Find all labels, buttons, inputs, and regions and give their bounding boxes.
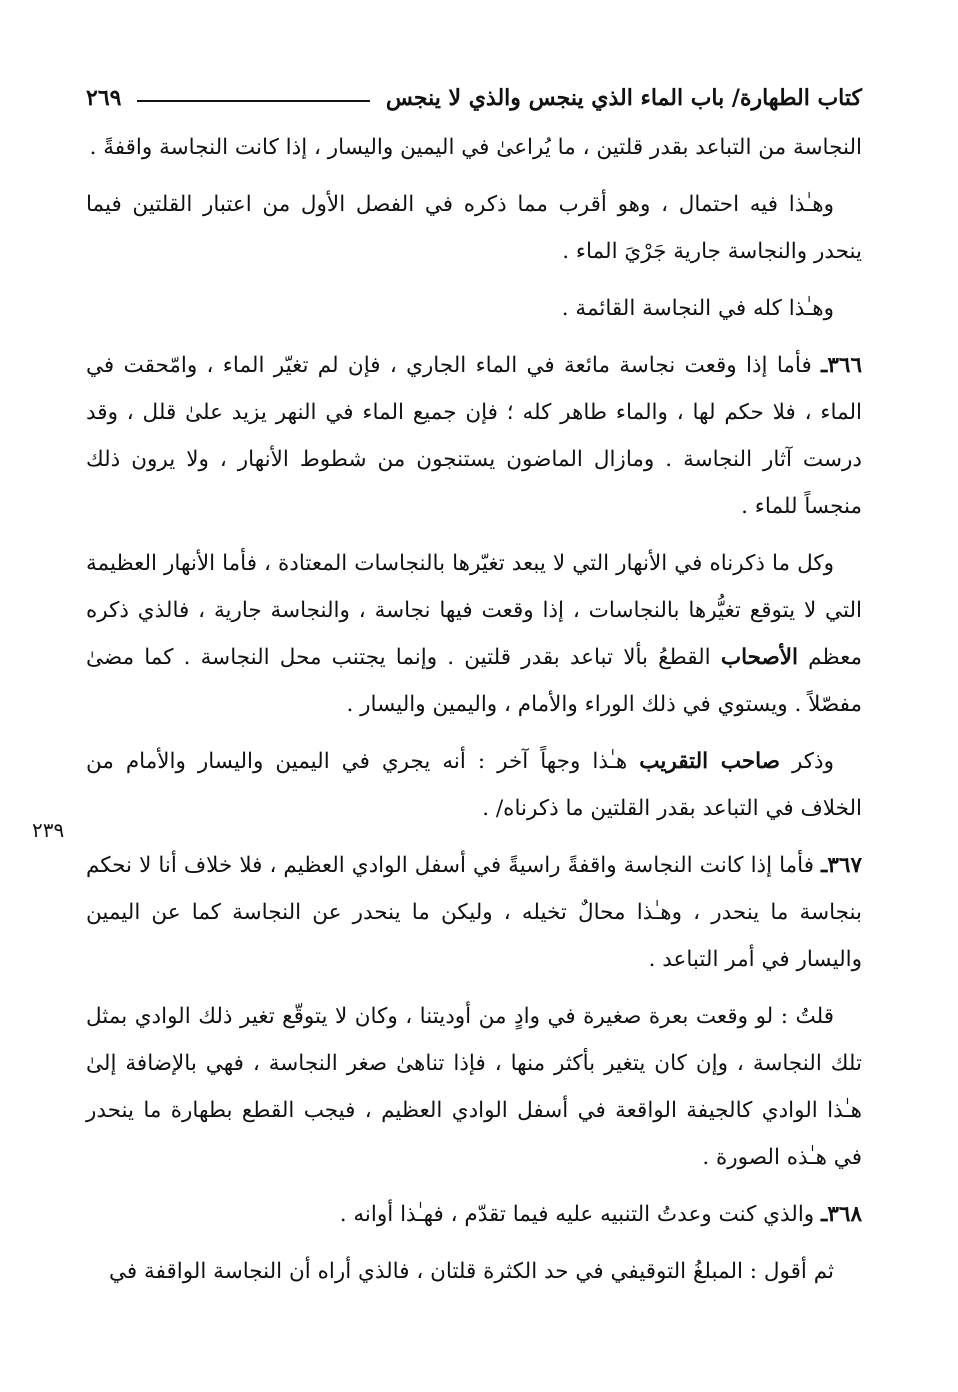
section-number: ٣٦٦ـ [821, 353, 862, 378]
bold-term: صاحب التقريب [639, 749, 780, 774]
paragraph-text: وكل ما ذكرناه في الأنهار التي لا يبعد تغيّرها بالنجاسات المعتادة ، فأما الأنهار العظيمة التي لا يتوقع تغيُّرها بالنجاسات ، إذا وقعت فيها نجاسة ، والنجاسة جارية ، فالذي ذكره معظم [86, 551, 863, 670]
paragraph-1 [86, 124, 862, 171]
margin-page-reference: ٢٣٩ [32, 818, 65, 842]
paragraph-3 [86, 285, 862, 332]
paragraph-10 [86, 1248, 862, 1295]
paragraph-text-cont: القطعُ بألا تباعد بقدر قلتين . وإنما يجتنب محل النجاسة . كما مضىٰ مفصّلاً . ويستوي في ذلك الوراء والأمام ، واليمين واليسار . [86, 645, 862, 717]
paragraph-367 [86, 842, 862, 983]
paragraph-text: فأما إذا كانت النجاسة واقفةً راسيةً في أسفل الوادي العظيم ، فلا خلاف أنا لا نحكم بنجاسة ما ينحدر ، وهـٰذا محالٌ تخيله ، وليكن ما ينحدر عن النجاسة كما عن اليمين واليسار في أمر التباعد . [86, 853, 862, 972]
paragraph-text: قلتُ : لو وقعت بعرة صغيرة في وادٍ من أوديتنا ، وكان لا يتوقّع تغير ذلك الوادي بمثل تلك النجاسة ، وإن كان يتغير بأكثر منها ، فإذا تناهىٰ صغر النجاسة ، فهي بالإضافة إلىٰ هـٰذا الوادي كالجيفة الواقعة في أسفل الوادي العظيم ، فيجب القطع بطهارة ما ينحدر في هـٰذه الصورة . [86, 1004, 862, 1170]
paragraph-text: والذي كنت وعدتُ التنبيه عليه فيما تقدّم ، فهـٰذا أوانه . [339, 1202, 822, 1227]
paragraph-text: وهـٰذا كله في النجاسة القائمة . [561, 296, 834, 321]
header-title: كتاب الطهارة/ باب الماء الذي ينجس والذي لا ينجس [385, 85, 862, 111]
paragraph-8 [86, 993, 862, 1181]
bold-term: الأصحاب [720, 645, 798, 670]
section-number: ٣٦٧ـ [821, 853, 862, 878]
running-header [86, 78, 862, 118]
paragraph-text: وهـٰذا فيه احتمال ، وهو أقرب مما ذكره في الفصل الأول من اعتبار القلتين فيما ينحدر والنجاسة جارية جَرْيَ الماء . [86, 192, 862, 264]
paragraph-text-cont: هـٰذا وجهاً آخر : أنه يجري في اليمين واليسار والأمام من الخلاف في التباعد بقدر القلتين ما ذكرناه/ . [86, 749, 862, 821]
paragraph-6 [86, 738, 862, 832]
paragraph-366 [86, 342, 862, 530]
section-number: ٣٦٨ـ [821, 1202, 862, 1227]
body-text [86, 124, 862, 1305]
paragraph-text: فأما إذا وقعت نجاسة مائعة في الماء الجاري ، فإن لم تغيّر الماء ، وامّحقت في الماء ، فلا حكم لها ، والماء طاهر كله ؛ فإن جميع الماء في النهر يزيد علىٰ قلل ، وقد درست آثار النجاسة . ومازال الماضون يستنجون من شطوط الأنهار ، ولا يرون ذلك منجساً للماء . [86, 353, 862, 519]
paragraph-368 [86, 1191, 862, 1238]
paragraph-text: ثم أقول : المبلغُ التوقيفي في حد الكثرة قلتان ، فالذي أراه أن النجاسة الواقفة في [109, 1259, 834, 1284]
page-number: ٢٦٩ [86, 85, 122, 111]
paragraph-2 [86, 181, 862, 275]
paragraph-text: النجاسة من التباعد بقدر قلتين ، ما يُراعىٰ في اليمين واليسار ، إذا كانت النجاسة واقفةً . [89, 135, 862, 160]
paragraph-5 [86, 540, 862, 728]
header-rule [137, 100, 369, 102]
paragraph-text: وذكر [779, 749, 835, 774]
